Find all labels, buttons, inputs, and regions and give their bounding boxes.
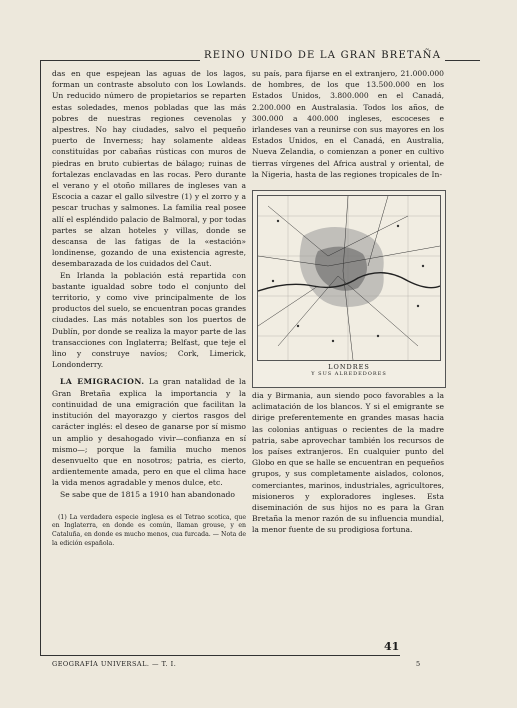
column-right-bottom xyxy=(252,390,444,536)
paragraph: das en que espejean las aguas de los lagos, forman un contraste absoluto con los Lowlands. Un reducido número de propietarios se reparten estas soledades, menos pobladas que las más pobres de nuestras regiones cevenolas y alpestres. No hay ciudades, salvo el pequeño puerto de Inverness; hay solamente aldeas constituídas por cabañas rústicas con muros de piedras en bruto cubiertas de bálago; ruinas de fortalezas enclavadas en las rocas. Pero durante el verano y el otoño millares de ingleses van a Escocia a cazar el gallo silvestre (1) y el zorro y a pescar truchas y salmones. La familia real posee allí el espléndido palacio de Balmoral, y por todas partes se alzan hoteles y villas, donde se descansa de las fatigas de la «estación» londinense, gozando de una existencia agreste, desembarazada de los cuidados del Caut. xyxy=(52,69,246,269)
signature-number: 5 xyxy=(416,660,421,668)
section-title: LA EMIGRACION. xyxy=(60,377,145,387)
map-london xyxy=(257,195,441,361)
paragraph: su país, para fijarse en el extranjero, 21.000.000 de hombres, de los que 13.500.000 en los Estados Unidos, 3.800.000 en el Canadá, 2.200.000 en Australasia. Todos los años, de 300.000 a 400.000 ingleses, escoceses e irlandeses van a reunirse con sus mayores en los Estados Unidos, en el Canadá, en Australia, Nueva Zelandia, o comienzan a poner en cultivo tierras vírgenes del Africa austral y oriental, de la Nigeria, hasta de las regiones tropicales de In- xyxy=(252,69,444,179)
map-drawing xyxy=(258,196,440,360)
paragraph: En Irlanda la población está repartida con bastante igualdad sobre todo el conjunto del territorio, y como vive principalmente de los productos del suelo, se encuentran pocas grandes ciudades. Las más notables son los puertos de Dublín, por donde se realiza la mayor parte de las transacciones con Inglaterra; Belfast, que teje el lino y construye navíos; Cork, Limerick, Londonderry. xyxy=(52,270,246,370)
map-subtitle: Y SUS ALREDEDORES xyxy=(311,371,387,377)
map-title: LONDRES xyxy=(328,363,370,371)
frame-bottom-rule xyxy=(40,655,400,656)
frame-left-rule xyxy=(40,60,41,655)
column-left xyxy=(52,68,246,548)
paragraph-text: La gran natalidad de la Gran Bretaña explica la importancia y la continuidad de una emigración que facilitan la institución del mayorazgo y ciertos rasgos del carácter inglés: el deseo de ganarse por sí mismo un amplio y desahogado vivir—confianza en sí mismo—; porque la familia mucho menos desenvuelto que en nosotros; patria, es cierto, ardientemente amada, pero en que el clima hace la vida menos agradable y menos dulce, etc. xyxy=(52,377,246,488)
footnote-text: (1) La verdadera especie inglesa es el Tetrao scotica, que en Inglaterra, en donde es común, llaman grouse, y en Cataluña, en donde es mucho menos, cua furcada. — Nota de la edición española. xyxy=(52,513,246,547)
signature-line: GEOGRAFÍA UNIVERSAL. — T. I. xyxy=(52,660,177,668)
map-caption xyxy=(253,363,445,377)
paragraph-emigration xyxy=(52,376,246,488)
paragraph: Se sabe que de 1815 a 1910 han abandonado xyxy=(60,489,235,499)
column-right-top xyxy=(252,68,444,180)
footnote xyxy=(52,514,246,548)
map-figure xyxy=(252,190,446,388)
running-head: REINO UNIDO DE LA GRAN BRETAÑA xyxy=(200,50,445,61)
paragraph: dia y Birmania, aun siendo poco favorables a la aclimatación de los blancos. Y si el emigrante se dirige preferentemente en grandes masas hacia las colonias antiguas o recientes de la madre patria, sabe aprovechar también los recursos de los países extranjeros. En cualquier punto del Globo en que se halle se encuentran en pequeños grupos, y sus completamente aislados, colonos, comerciantes, marinos, industriales, agricultores, misioneros y exploradores ingleses. Esta diseminación de sus hijos no es para la Gran Bretaña la menor razón de su influencia mundial, la menor fuente de su prodigiosa fortuna. xyxy=(252,391,444,535)
page-number: 41 xyxy=(384,640,400,653)
